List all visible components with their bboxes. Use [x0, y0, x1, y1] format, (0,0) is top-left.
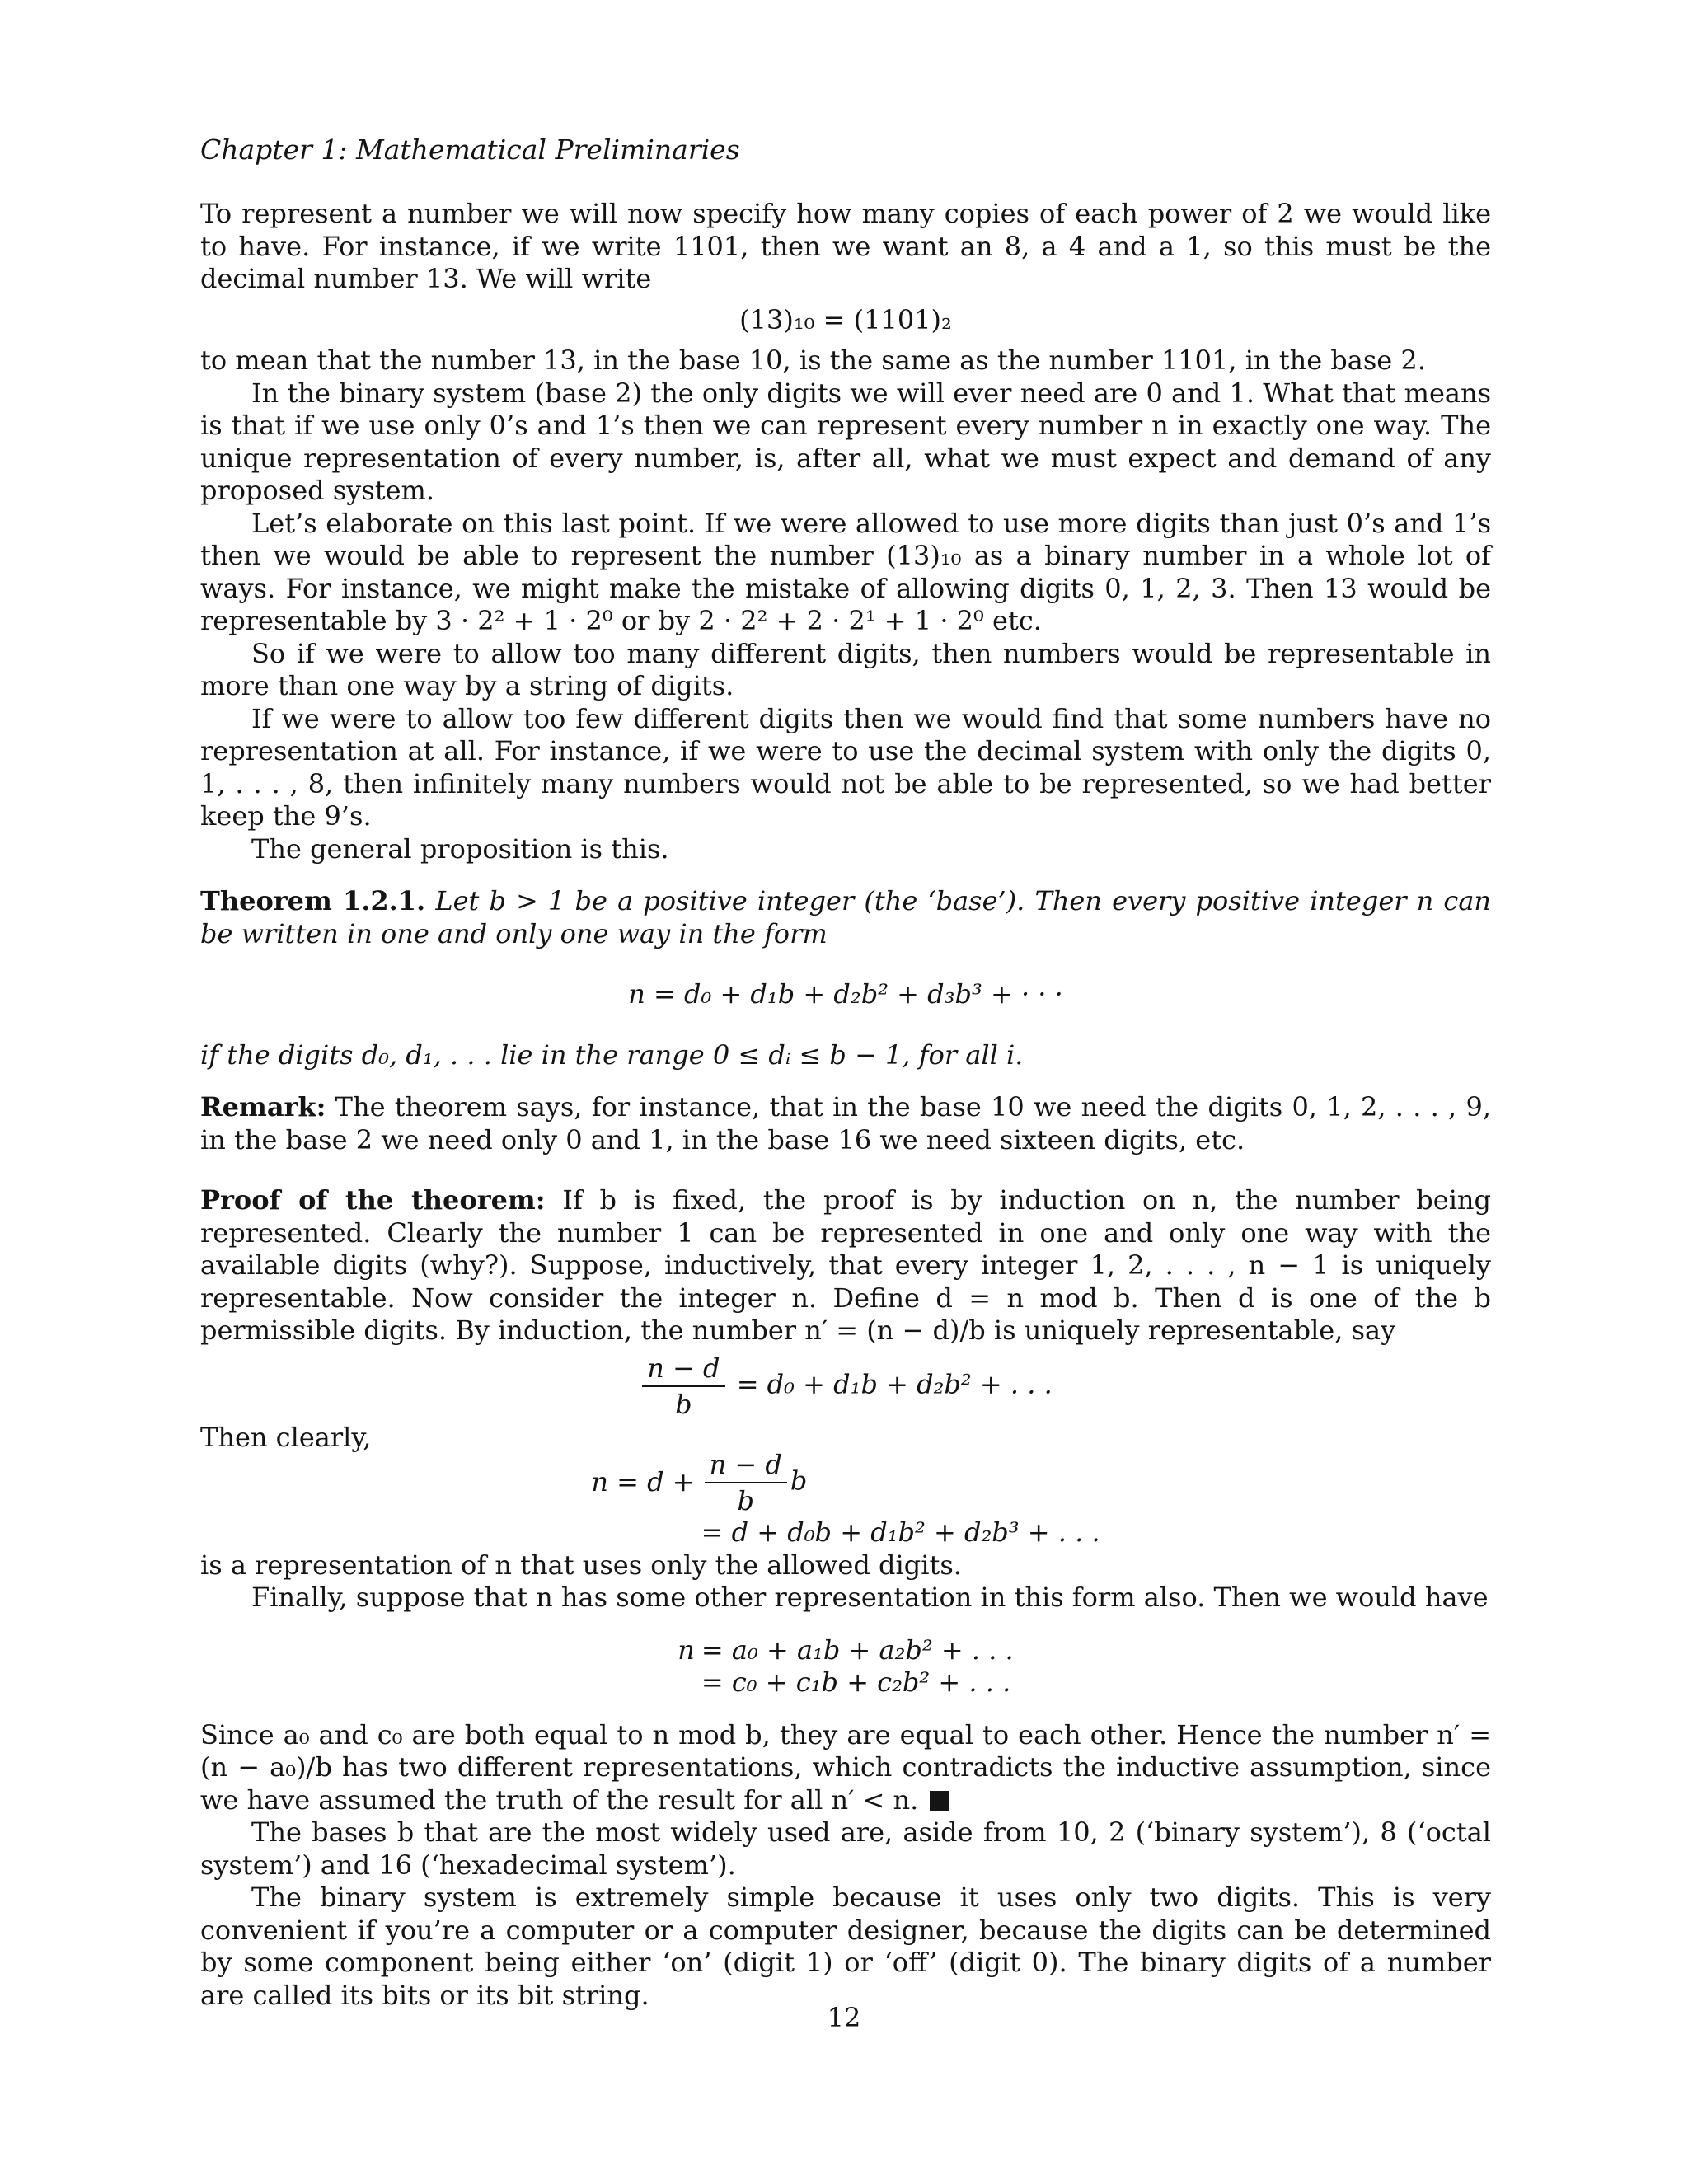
- then-clearly: Then clearly,: [200, 1421, 372, 1453]
- equation-3-lhs: n: [678, 1633, 695, 1666]
- equation-line-1-rhs: [701, 1449, 1100, 1516]
- fraction-denominator: b: [675, 1388, 692, 1420]
- body-text: [200, 198, 1491, 2012]
- proof-label: Proof of the theorem:: [200, 1184, 546, 1216]
- running-head: Chapter 1: Mathematical Preliminaries: [200, 134, 740, 166]
- intro-paragraph-2: to mean that the number 13, in the base 10, is the same as the number 1101, in the base 2.: [200, 344, 1426, 376]
- page-number: 12: [827, 2002, 861, 2033]
- theorem-equation: n = d₀ + d₁b + d₂b² + d₃b³ + · · ·: [628, 978, 1063, 1010]
- theorem-label: Theorem 1.2.1.: [200, 885, 426, 916]
- equation-line-1-lhs: n = d +: [591, 1466, 695, 1498]
- intro-paragraph-4: Let’s elaborate on this last point. If we were allowed to use more digits than just 0’s and 1’s then we would be able to represent the number (13)₁₀ as a binary number in a whole lot of ways. For instance, we might make the mistake of allowing digits 0, 1, 2, 3. Then 13 would be representable by 3 · 2² + 1 · 2⁰ or by 2 · 2² + 2 · 2¹ + 1 · 2⁰ etc.: [200, 507, 1491, 636]
- theorem-statement: Let b > 1 be a positive integer (the ‘base’). Then every positive integer n can be written in one and only one way in the form: [200, 885, 1492, 949]
- proof-equation-1: [200, 1352, 1491, 1420]
- proof-equation-2: [591, 1449, 1100, 1549]
- equation-13-binary: (13)₁₀ = (1101)₂: [739, 303, 952, 335]
- proof-finally: Finally, suppose that n has some other representation in this form also. Then we would have: [251, 1582, 1489, 1613]
- remark-block: [200, 1091, 1491, 1156]
- intro-paragraph-6: If we were to allow too few different digits then we would find that some numbers have no representation at all. For instance, if we were to use the decimal system with only the digits 0, 1, . . . , 8, then infinitely many numbers would not be able to be represented, so we had better keep the 9’s.: [200, 702, 1491, 832]
- proof-equation-3: [678, 1634, 1013, 1699]
- equation-3-line-1: = a₀ + a₁b + a₂b² + . . .: [701, 1633, 1014, 1666]
- theorem-block: [200, 885, 1491, 950]
- equation-line-2: = d + d₀b + d₁b² + d₂b³ + . . .: [701, 1516, 1100, 1548]
- intro-paragraph-3: In the binary system (base 2) the only digits we will ever need are 0 and 1. What that means is that if we use only 0’s and 1’s then we can represent every number n in exactly one way. The unique representation of every number, is, after all, what we must expect and demand of any proposed system.: [200, 377, 1491, 506]
- intro-paragraph-7: The general proposition is this.: [251, 832, 669, 865]
- fraction-numerator: n − d: [705, 1449, 787, 1483]
- fraction-numerator: n − d: [642, 1352, 724, 1387]
- fraction-n-minus-d-over-b: [642, 1352, 724, 1420]
- proof-text: If b is fixed, the proof is by induction on n, the number being represented. Clearly the number 1 can be represented in one and only one way with the available digits (why?). Suppose, inductively, that every integer 1, 2, . . . , n − 1 is uniquely representable. Now consider the integer n. Define d = n mod b. Then d is one of the b permissible digits. By induction, the number n′ = (n − d)/b is uniquely representable, say: [200, 1184, 1492, 1346]
- proof-conclusion: [200, 1719, 1491, 1817]
- fraction-n-minus-d-over-b: [705, 1449, 787, 1516]
- fraction-multiplier: b: [790, 1465, 808, 1497]
- qed-square-icon: [930, 1791, 950, 1811]
- intro-paragraph-5: So if we were to allow too many different digits, then numbers would be representable in more than one way by a string of digits.: [200, 637, 1491, 701]
- closing-paragraph-1: The bases b that are the most widely used are, aside from 10, 2 (‘binary system’), 8 (‘octal system’) and 16 (‘hexadecimal system’).: [200, 1816, 1491, 1881]
- closing-paragraph-2: The binary system is extremely simple because it uses only two digits. This is very convenient if you’re a computer or a computer designer, because the digits can be determined by some component being either ‘on’ (digit 1) or ‘off’ (digit 0). The binary digits of a number are called its bits or its bit string.: [200, 1882, 1491, 2011]
- fraction-denominator: b: [737, 1485, 754, 1516]
- remark-text: The theorem says, for instance, that in the base 10 we need the digits 0, 1, 2, . . . , 9, in the base 2 we need only 0 and 1, in the base 16 we need sixteen digits, etc.: [200, 1091, 1492, 1155]
- proof-block: [200, 1184, 1491, 1347]
- remark-label: Remark:: [200, 1091, 326, 1122]
- theorem-condition: if the digits d₀, d₁, . . . lie in the range 0 ≤ dᵢ ≤ b − 1, for all i.: [200, 1038, 1024, 1071]
- after-equation-2: is a representation of n that uses only the allowed digits.: [200, 1549, 962, 1581]
- equation-rhs: = d₀ + d₁b + d₂b² + . . .: [736, 1368, 1053, 1399]
- equation-3-line-2: = c₀ + c₁b + c₂b² + . . .: [701, 1666, 1011, 1698]
- intro-paragraph-1: To represent a number we will now specify how many copies of each power of 2 we would like to have. For instance, if we write 1101, then we want an 8, a 4 and a 1, so this must be the decimal number 13. We will write: [200, 198, 1491, 294]
- proof-conclusion-text: Since a₀ and c₀ are both equal to n mod b, they are equal to each other. Hence the number n′ = (n − a₀)/b has two different representations, which contradicts the inductive assumption, since we have assumed the truth of the result for all n′ < n.: [200, 1718, 1491, 1816]
